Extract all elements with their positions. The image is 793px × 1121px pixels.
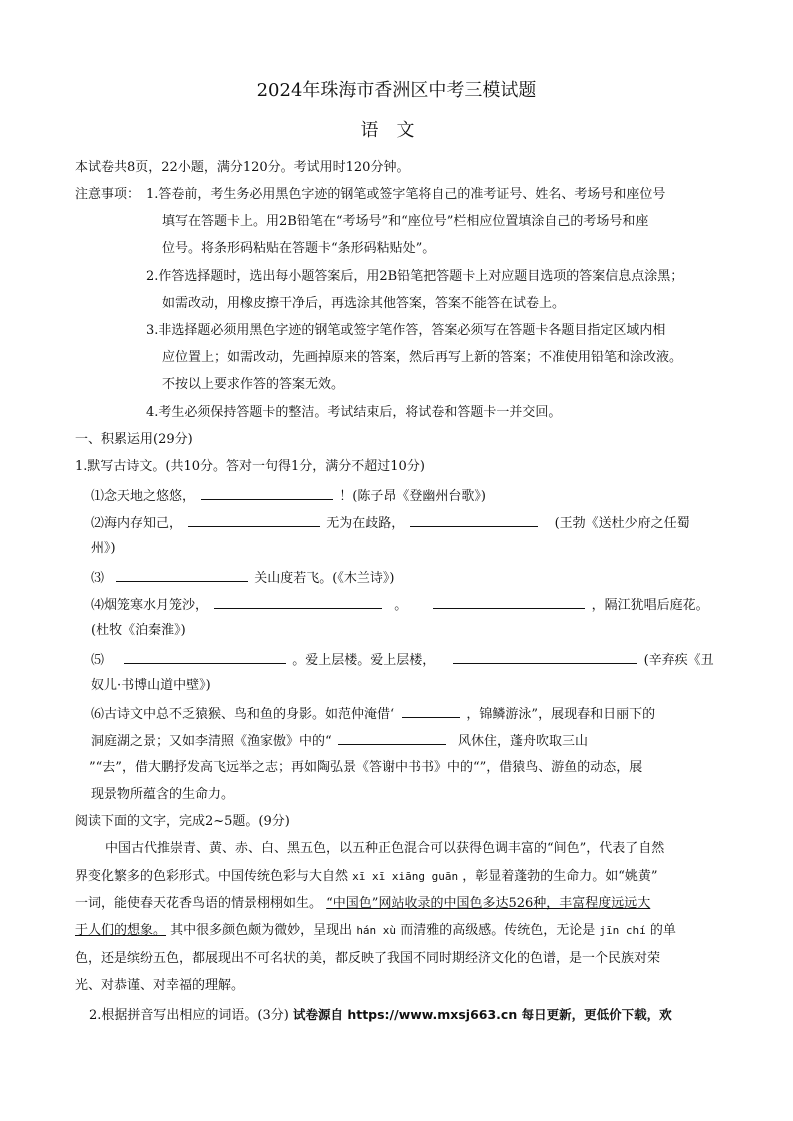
note-1-line-1: 1.答卷前，考生务必用黑色字迹的钢笔或签字笔将自己的准考证号、姓名、考场号和座位号 [146, 187, 666, 202]
question-1-stem: 1.默写古诗文。(共10分。答对一句得1分，满分不超过10分) [75, 459, 425, 474]
answer-blank[interactable] [214, 595, 382, 609]
q1-item-6: ⑹古诗文中总不乏猿猴、鸟和鱼的身影。如范仲淹借‘ ，锦鳞游泳”，展现春和日丽下的 [91, 704, 655, 724]
passage-line-6: 光、对恭谨、对幸福的理解。 [75, 978, 245, 993]
q1-item-2-cont: 州》) [91, 541, 116, 556]
answer-blank[interactable] [338, 731, 446, 745]
note-3-line-2: 应位置上；如需改动，先画掉原来的答案，然后再写上新的答案；不准使用铅笔和涂改液。 [162, 350, 683, 365]
question-2-stem: 2.根据拼音写出相应的词语。(3分) 试卷源自 https://www.mxsj663.cn 每日更新，更低价下载，欢 [89, 1007, 672, 1023]
q1-item-2: ⑵海内存知己， 无为在歧路， (王勃《送杜少府之任蜀 [91, 513, 690, 533]
notes-label: 注意事项： [75, 187, 141, 202]
page-title: 2024年珠海市香洲区中考三模试题 [256, 80, 537, 101]
note-1-line-2: 填写在答题卡上。用2B铅笔在“考场号”和“座位号”栏相应位置填涂自己的考场号和座 [162, 214, 649, 229]
passage-line-5: 色，还是缤纷五色，都展现出不可名状的美，都反映了我国不同时期经济文化的色谱，是一个民族对荣 [75, 951, 661, 966]
q1-item-4: ⑷烟笼寒水月笼沙， 。 ，隔江犹唱后庭花。 [91, 595, 709, 615]
q1-item-6-line-4: 现景物所蕴含的生命力。 [91, 787, 235, 802]
section-heading: 一、积累运用(29分) [75, 432, 193, 447]
answer-blank[interactable] [410, 513, 538, 527]
q1-item-3: ⑶ 关山度若飞。(《木兰诗》) [91, 568, 394, 588]
answer-blank[interactable] [201, 486, 333, 500]
reading-intro: 阅读下面的文字，完成2~5题。(9分) [75, 814, 290, 829]
note-3-line-3: 不按以上要求作答的答案无效。 [162, 377, 345, 392]
note-4-line-1: 4.考生必须保持答题卡的整洁。考试结束后，将试卷和答题卡一并交回。 [146, 405, 562, 420]
answer-blank[interactable] [433, 595, 585, 609]
exam-intro: 本试卷共8页，22小题，满分120分。考试用时120分钟。 [75, 160, 410, 175]
answer-blank[interactable] [453, 650, 637, 664]
q1-item-1: ⑴念天地之悠悠， ！(陈子昂《登幽州台歌》) [91, 486, 486, 506]
note-2-line-1: 2.作答选择题时，选出每小题答案后，用2B铅笔把答题卡上对应题目选项的答案信息点涂黑； [146, 269, 684, 284]
note-3-line-1: 3.非选择题必须用黑色字迹的钢笔或签字笔作答，答案必须写在答题卡各题目指定区域内相 [146, 323, 666, 338]
note-2-line-2: 如需改动，用橡皮擦干净后，再选涂其他答案，答案不能答在试卷上。 [162, 296, 566, 311]
q1-item-6-line-3: ”“去”，借大鹏抒发高飞远举之志；再如陶弘景《答谢中书书》中的“”，借猿鸟、游鱼的动态，展 [89, 760, 643, 775]
q1-item-4-cont: (杜牧《泊秦淮》) [91, 623, 186, 638]
subject-title: 语文 [360, 120, 433, 141]
q1-item-5: ⑸ 。爱上层楼。爱上层楼， (辛弃疾《丑 [91, 650, 714, 670]
answer-blank[interactable] [402, 704, 460, 718]
passage-line-1: 中国古代推崇青、黄、赤、白、黑五色，以五种正色混合可以获得色调丰富的“间色”，代表了自然 [105, 841, 665, 856]
note-1-line-3: 位号。将条形码粘贴在答题卡“条形码粘贴处”。 [162, 241, 436, 256]
answer-blank[interactable] [124, 650, 286, 664]
q1-item-5-cont: 奴儿·书博山道中壁》) [91, 678, 211, 693]
source-watermark: 试卷源自 https://www.mxsj663.cn 每日更新，更低价下载，欢 [292, 1007, 672, 1022]
passage-line-4: 于人们的想象。 其中很多颜色颇为微妙，呈现出 hán xù 而清雅的高级感。传统色，无论是 jīn chí 的单 [75, 923, 676, 938]
passage-line-3: 一词，能使春天花香鸟语的情景栩栩如生。 “中国色”网站收录的中国色多达526种，丰富程度远远大 [75, 896, 651, 911]
passage-line-2: 界变化繁多的色彩形式。中国传统色彩与大自然 xī xī xiāng guān ，彰显着蓬勃的生命力。如“姚黄” [75, 869, 658, 884]
q1-item-6-line-2: 洞庭湖之景；又如李清照《渔家傲》中的“ 风休住，蓬舟吹取三山 [91, 731, 588, 751]
answer-blank[interactable] [116, 568, 248, 582]
answer-blank[interactable] [188, 513, 320, 527]
